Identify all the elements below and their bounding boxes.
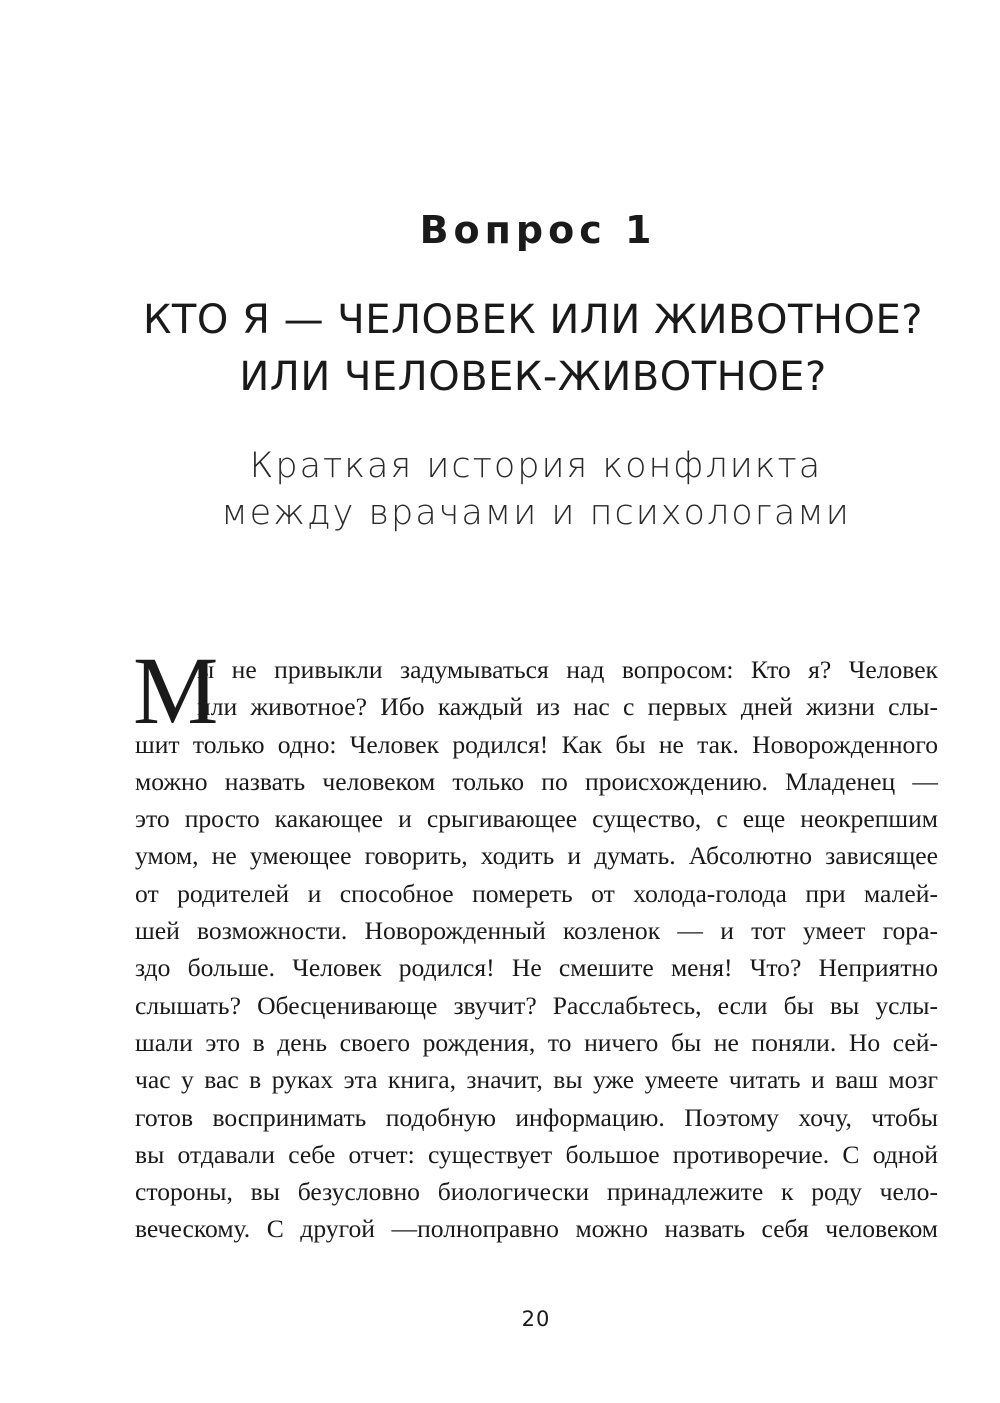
body-line: здо больше. Человек родился! Не смешите меня! Что? Неприятно: [135, 953, 938, 983]
body-line: готов воспринимать подобную информацию. Поэтому хочу, чтобы: [135, 1102, 938, 1132]
body-line: веческому. С другой —полноправно можно назвать себя человеком: [135, 1214, 938, 1244]
body-line: стороны, вы безусловно биологически принадлежите к роду чело-: [135, 1177, 938, 1207]
chapter-title-line: ИЛИ ЧЕЛОВЕК-ЖИВОТНОЕ?: [239, 354, 827, 400]
chapter-title-line: КТО Я — ЧЕЛОВЕК ИЛИ ЖИВОТНОЕ?: [143, 297, 923, 343]
chapter-title: [0, 292, 1000, 406]
body-paragraph: [133, 637, 938, 1248]
body-line: от родителей и способное помереть от холода-голода при малей-: [135, 878, 938, 908]
chapter-subtitle: [0, 443, 1000, 537]
body-line: умом, не умеющее говорить, ходить и думать. Абсолютно зависящее: [135, 841, 938, 871]
body-line: вы отдавали себе отчет: существует большое противоречие. С одной: [135, 1139, 938, 1169]
body-line: ы не привыкли задумываться над вопросом: Кто я? Человек: [197, 655, 938, 684]
body-line: это просто какающее и срыгивающее существо, с еще неокрепшим: [135, 804, 938, 834]
body-line: шали это в день своего рождения, то ничего бы не поняли. Но сей-: [135, 1027, 938, 1057]
body-line: можно назвать человеком только по происхождению. Младенец —: [135, 766, 938, 796]
body-line: шей возможности. Новорожденный козленок — и тот умеет гора-: [135, 916, 938, 946]
drop-cap: М: [133, 637, 219, 744]
page-number: 20: [521, 1307, 551, 1331]
body-line: слышать? Обесценивающе звучит? Расслабьтесь, если бы вы услы-: [135, 990, 938, 1020]
body-line: час у вас в руках эта книга, значит, вы уже умеете читать и ваш мозг: [135, 1065, 938, 1095]
body-line: шит только одно: Человек родился! Как бы не так. Новорожденного: [135, 729, 938, 759]
chapter-subtitle-line: Краткая история конфликта: [249, 446, 823, 486]
body-line: или животное? Ибо каждый из нас с первых дней жизни слы-: [197, 692, 938, 722]
chapter-subtitle-line: между врачами и психологами: [221, 493, 851, 533]
chapter-label: Вопрос 1: [419, 208, 657, 252]
